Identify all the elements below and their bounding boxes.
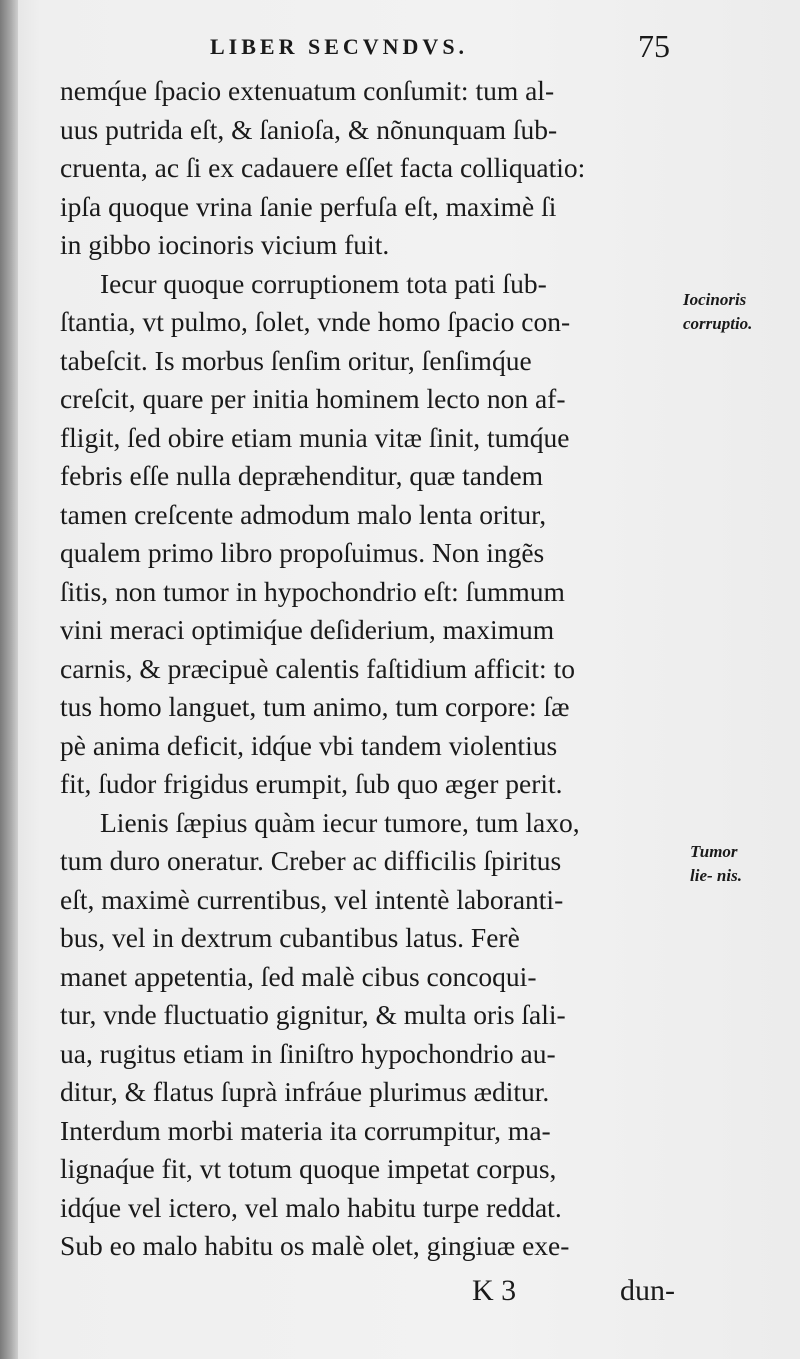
text-line: idq́ue vel ictero, vel malo habitu turpe reddat. bbox=[60, 1191, 562, 1223]
text-line: febris eſſe nulla depræhenditur, quæ tandem bbox=[60, 460, 544, 491]
text-line: vini meraci optimiq́ue deſiderium, maximum bbox=[60, 614, 555, 645]
page-header bbox=[210, 28, 670, 68]
text-line: fit, ſudor frigidus erumpit, ſub quo æger perit. bbox=[60, 768, 563, 799]
text-line: tum duro oneratur. Creber ac difficilis ſpiritus bbox=[60, 845, 562, 876]
running-head: LIBER SECVNDVS. bbox=[210, 34, 469, 59]
body-text bbox=[60, 72, 678, 1266]
margin-note-tumor-lienis: Tumor lie- nis. bbox=[690, 842, 742, 885]
text-line: Interdum morbi materia ita corrumpitur, ma- bbox=[60, 1114, 551, 1146]
text-line: ſitis, non tumor in hypochondrio eſt: ſummum bbox=[60, 575, 565, 607]
text-line: in gibbo iocinoris vicium fuit. bbox=[60, 229, 390, 260]
text-line: manet appetentia, ſed malè cibus concoqui- bbox=[60, 960, 537, 992]
text-line: carnis, & præcipuè calentis faſtidium afficit: to bbox=[60, 652, 575, 684]
text-line: bus, vel in dextrum cubantibus latus. Ferè bbox=[60, 922, 520, 953]
text-line: uus putrida eſt, & ſanioſa, & nõnunquam ſub- bbox=[60, 113, 558, 145]
text-line: Lienis ſæpius quàm iecur tumore, tum laxo, bbox=[100, 806, 580, 838]
text-line: eſt, maximè currentibus, vel intentè laboranti- bbox=[60, 883, 564, 915]
text-line: tus homo languet, tum animo, tum corpore: ſæ bbox=[60, 691, 570, 722]
binding-gutter bbox=[0, 0, 18, 1359]
text-line: nemq́ue ſpacio extenuatum conſumit: tum al- bbox=[60, 75, 555, 106]
text-line: cruenta, ac ſi ex cadauere eſſet facta colliquatio: bbox=[60, 152, 586, 183]
text-line: creſcit, quare per initia hominem lecto non af- bbox=[60, 383, 566, 414]
page-footer bbox=[0, 1268, 800, 1318]
page-number: 75 bbox=[638, 28, 670, 64]
text-line: ſtantia, vt pulmo, ſolet, vnde homo ſpacio con- bbox=[60, 306, 571, 337]
text-line: lignaq́ue fit, vt totum quoque impetat corpus, bbox=[60, 1153, 557, 1184]
text-line: Sub eo malo habitu os malè olet, gingiuæ exe- bbox=[60, 1230, 570, 1261]
text-line: ua, rugitus etiam in ſiniſtro hypochondrio au- bbox=[60, 1037, 556, 1069]
text-line: ipſa quoque vrina ſanie perfuſa eſt, maximè ſi bbox=[60, 190, 557, 222]
text-line: pè anima deficit, idq́ue vbi tandem violentius bbox=[60, 729, 558, 761]
text-line: fligit, ſed obire etiam munia vitæ ſinit, tumq́ue bbox=[60, 421, 570, 453]
text-line: Iecur quoque corruptionem tota pati ſub- bbox=[100, 267, 547, 299]
text-line: qualem primo libro propoſuimus. Non ingẽs bbox=[60, 537, 545, 568]
text-line: tamen creſcente admodum malo lenta oritur, bbox=[60, 498, 547, 530]
text-line: ditur, & flatus ſuprà infráue plurimus æditur. bbox=[60, 1076, 550, 1107]
margin-note-iocinoris: Iocinoris corruptio. bbox=[683, 290, 753, 333]
text-line: tabeſcit. Is morbus ſenſim oritur, ſenſimq́ue bbox=[60, 344, 532, 376]
text-line: tur, vnde fluctuatio gignitur, & multa oris ſali- bbox=[60, 999, 566, 1030]
catchword: dun- bbox=[620, 1274, 675, 1307]
signature-mark: K 3 bbox=[472, 1274, 517, 1307]
